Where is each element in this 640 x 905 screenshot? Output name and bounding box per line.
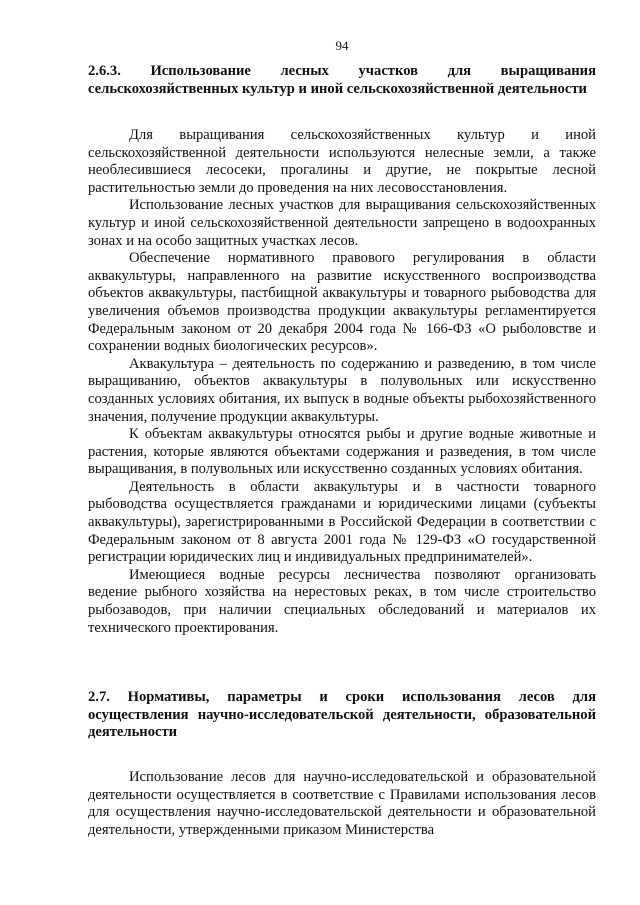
paragraph: Для выращивания сельскохозяйственных культур и иной сельскохозяйственной деятельности используются нелесные земли, а также необлесившиеся лесосеки, прогалины и другие, не покрытые лесной растительностью земли до проведения на них лесовосстановления. (88, 127, 596, 196)
section-body-2-6-3 (88, 127, 596, 637)
paragraph: Аквакультура – деятельность по содержанию и разведению, в том числе выращиванию, объектов аквакультуры в полувольных или искусственно созданных условиях обитания, их выпуск в водные объекты рыбохозяйственного значения, получение продукции аквакультуры. (88, 355, 596, 425)
paragraph: К объектам аквакультуры относятся рыбы и другие водные животные и растения, которые являются объектами содержания и разведения, в том числе выращивания, в полувольных или искусственно созданных условиях обитания. (88, 426, 596, 478)
paragraph: Использование лесных участков для выращивания сельскохозяйственных культур и иной сельскохозяйственной деятельности запрещено в водоохранных зонах и на особо защитных участках лесов. (88, 197, 596, 249)
paragraph: Имеющиеся водные ресурсы лесничества позволяют организовать ведение рыбного хозяйства на нерестовых реках, в том числе строительство рыбозаводов, при наличии специальных обследований и материалов их технического проектирования. (88, 566, 596, 636)
page-number: 94 (335, 38, 349, 53)
paragraph: Использование лесов для научно-исследовательской и образовательной деятельности осуществляется в соответствие с Правилами использования лесов для осуществления научно-исследовательской деятельности и образовательной деятельности, утвержденными приказом Министерства (88, 769, 596, 838)
section-heading-2-7: 2.7. Нормативы, параметры и сроки использования лесов для осуществления научно-исследовательской деятельности, образовательной деятельности (88, 689, 596, 741)
paragraph: Деятельность в области аквакультуры и в частности товарного рыбоводства осуществляется гражданами и юридическими лицами (субъекты аквакультуры), зарегистрированными в Российской Федерации в соответствии с Федеральным законом от 8 августа 2001 года № 129-ФЗ «О государственной регистрации юридических лиц и индивидуальных предпринимателей». (88, 478, 596, 566)
section-heading-2-6-3: 2.6.3. Использование лесных участков для выращивания сельскохозяйственных культур и иной сельскохозяйственной деятельности (88, 63, 596, 97)
section-body-2-7 (88, 769, 596, 839)
paragraph: Обеспечение нормативного правового регулирования в области аквакультуры, направленного на развитие искусственного воспроизводства объектов аквакультуры, пастбищной аквакультуры и товарного рыбоводства для увеличения объемов производства продукции аквакультуры регламентируется Федеральным законом от 20 декабря 2004 года № 166-ФЗ «О рыболовстве и сохранении водных биологических ресурсов». (88, 250, 596, 355)
